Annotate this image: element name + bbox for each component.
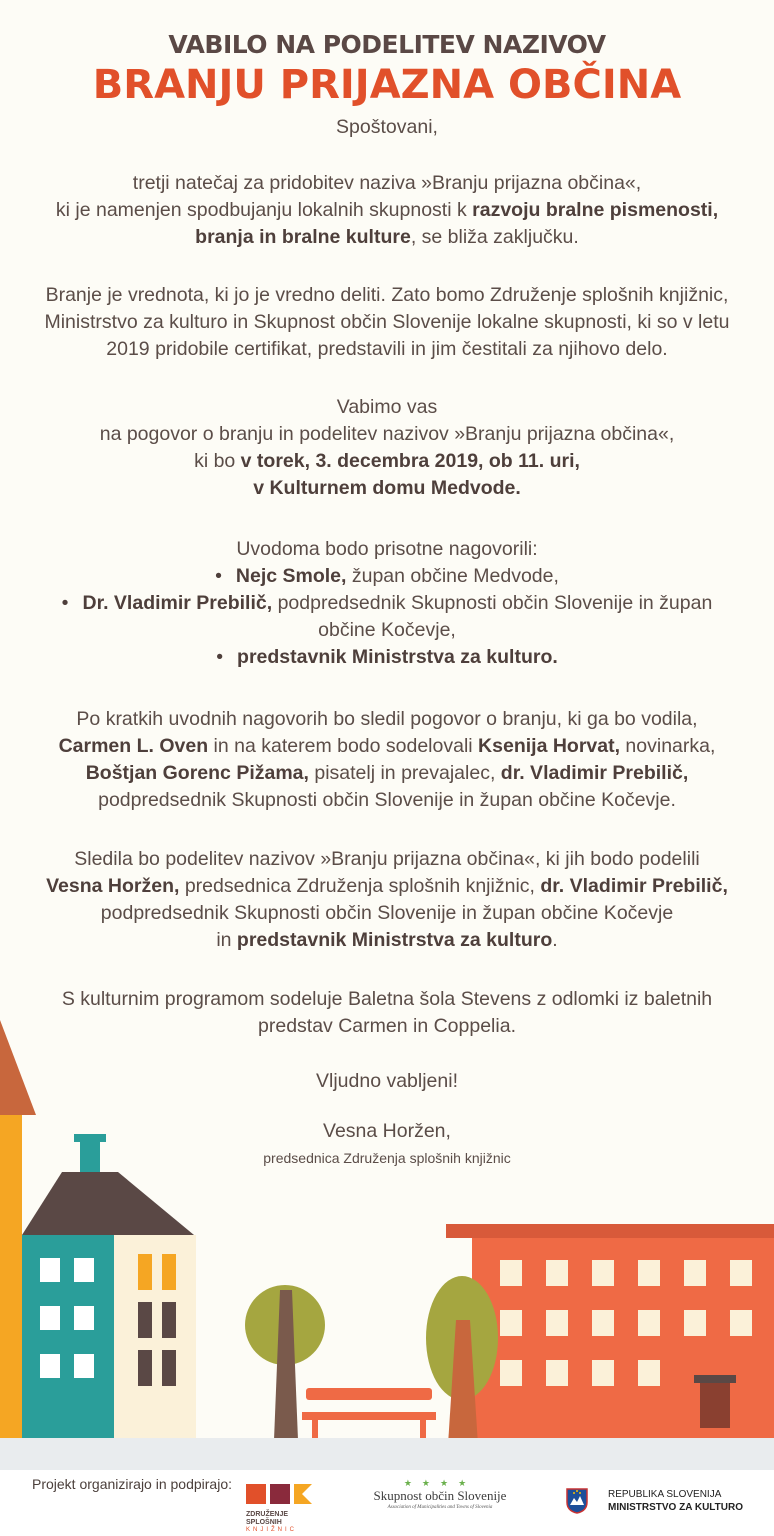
awning	[694, 1375, 736, 1383]
ministry-line2: MINISTRSTVO ZA KULTURO	[608, 1502, 743, 1513]
coat-of-arms-icon	[566, 1488, 588, 1514]
bench-back	[306, 1388, 432, 1400]
text-line: občine Kočevje,	[318, 619, 456, 641]
text-line: podpredsednik Skupnosti občin Slovenije in župan občine Kočevje.	[98, 789, 676, 811]
bold-span: dr. Vladimir Prebilič,	[500, 762, 689, 784]
text-span: župan občine Medvode,	[346, 565, 559, 587]
bold-span: Boštjan Gorenc Pižama,	[85, 762, 309, 784]
chimney-cap	[74, 1134, 106, 1142]
town-illustration	[0, 1020, 774, 1470]
text-line: Po kratkih uvodnih nagovorih bo sledil pogovor o branju, ki ga bo vodila,	[76, 708, 698, 730]
sos-text: Skupnost občin Slovenije	[373, 1488, 507, 1503]
teal-house	[22, 1235, 114, 1440]
paragraph-speakers	[20, 536, 754, 671]
text-span: in na katerem bodo sodelovali	[208, 735, 479, 757]
text-line: Ministrstvo za kulturo in Skupnost občin Slovenije lokalne skupnosti, ki so v letu	[44, 311, 730, 333]
text-line: Branje je vrednota, ki jo je vredno deliti. Zato bomo Združenje splošnih knjižnic,	[45, 284, 729, 306]
sos-subtext: Association of Municipalities and Towns of Slovenia	[387, 1505, 493, 1510]
text-line	[20, 927, 754, 954]
text-line	[20, 760, 754, 787]
text-line: Sledila bo podelitev nazivov »Branju prijazna občina«, ki jih bodo podelili	[74, 848, 700, 870]
bold-span: Dr. Vladimir Prebilič,	[82, 592, 273, 614]
event-date: v torek, 3. decembra 2019, ob 11. uri,	[240, 450, 580, 472]
logo-zsk	[246, 1480, 316, 1534]
stars-icon: ★★★★	[403, 1478, 477, 1488]
paragraph-discussion	[20, 706, 754, 814]
bold-span: Vesna Horžen,	[46, 875, 180, 897]
text-line	[20, 224, 754, 251]
signature-title: predsednica Združenja splošnih knjižnic	[263, 1150, 511, 1166]
text-span: predsednica Združenja splošnih knjižnic,	[179, 875, 541, 897]
bold-span: razvoju bralne pismenosti,	[472, 199, 719, 221]
paragraph-reading	[20, 282, 754, 363]
zsk-subtext: KNJIŽNIC	[246, 1527, 297, 1533]
text-span: .	[552, 929, 558, 951]
text-line: predstav Carmen in Coppelia.	[258, 1015, 516, 1037]
greeting: Spoštovani,	[336, 116, 438, 138]
text-span: , se bliža zaključku.	[410, 226, 579, 248]
list-item	[20, 563, 754, 590]
chimney	[80, 1138, 100, 1174]
tower-wall	[0, 1115, 22, 1445]
text-line	[20, 197, 754, 224]
door	[700, 1383, 730, 1428]
text-span: ki je namenjen spodbujanju lokalnih skupnosti k	[55, 199, 473, 221]
text-span: ki bo	[194, 450, 241, 472]
invitation-heading: VABILO NA PODELITEV NAZIVOV	[168, 30, 606, 59]
footer	[0, 1470, 774, 1536]
text-line: Vabimo vas	[336, 396, 438, 418]
bold-span: Nejc Smole,	[235, 565, 347, 587]
text-line: tretji natečaj za pridobitev naziva »Branju prijazna občina«,	[132, 172, 642, 194]
footer-label: Projekt organizirajo in podpirajo:	[32, 1476, 232, 1492]
event-venue: v Kulturnem domu Medvode.	[253, 477, 521, 499]
closing-text: Vljudno vabljeni!	[315, 1070, 458, 1092]
bold-span: predstavnik Ministrstva za kulturo	[236, 929, 553, 951]
bold-span: Ksenija Horvat,	[478, 735, 621, 757]
text-span: novinarka,	[620, 735, 716, 757]
list-item	[20, 644, 754, 671]
text-line: podpredsednik Skupnosti občin Slovenije in župan občine Kočevje	[100, 902, 674, 924]
text-span: pisatelj in prevajalec,	[308, 762, 501, 784]
logo-sos	[370, 1478, 510, 1511]
paragraph-intro	[20, 170, 754, 251]
bench-seat	[302, 1412, 436, 1420]
bold-span: predstavnik Ministrstva za kulturo.	[237, 646, 558, 668]
zsk-mark-icon	[246, 1480, 316, 1506]
text-line	[20, 448, 754, 475]
text-line: S kulturnim programom sodeluje Baletna šola Stevens z odlomki iz baletnih	[61, 988, 713, 1010]
tower-roof	[0, 1020, 36, 1115]
signature-name: Vesna Horžen,	[323, 1120, 451, 1142]
text-line: na pogovor o branju in podelitev nazivov »Branju prijazna občina«,	[99, 423, 675, 445]
zsk-text: ZDRUŽENJE SPLOŠNIH	[246, 1511, 289, 1526]
award-title: BRANJU PRIJAZNA OBČINA	[92, 62, 682, 108]
house-roof	[22, 1172, 194, 1235]
text-span: podpredsednik Skupnosti občin Slovenije in župan	[272, 592, 713, 614]
ground	[0, 1438, 774, 1470]
text-line	[20, 873, 754, 900]
paragraph-awards	[20, 846, 754, 954]
text-line	[20, 475, 754, 502]
bold-span: dr. Vladimir Prebilič,	[540, 875, 728, 897]
list-item	[20, 590, 754, 617]
brick-roofline	[446, 1224, 774, 1238]
text-line	[20, 733, 754, 760]
text-span: in	[216, 929, 237, 951]
bold-span: branja in bralne kulture	[195, 226, 411, 248]
paragraph-invite	[20, 394, 754, 502]
ministry-line1: REPUBLIKA SLOVENIJA	[608, 1489, 722, 1500]
text-line: 2019 pridobile certifikat, predstavili in jim čestitali za njihovo delo.	[106, 338, 668, 360]
bold-span: Carmen L. Oven	[58, 735, 209, 757]
text-line: Uvodoma bodo prisotne nagovorili:	[236, 538, 538, 560]
cream-house	[114, 1235, 196, 1440]
